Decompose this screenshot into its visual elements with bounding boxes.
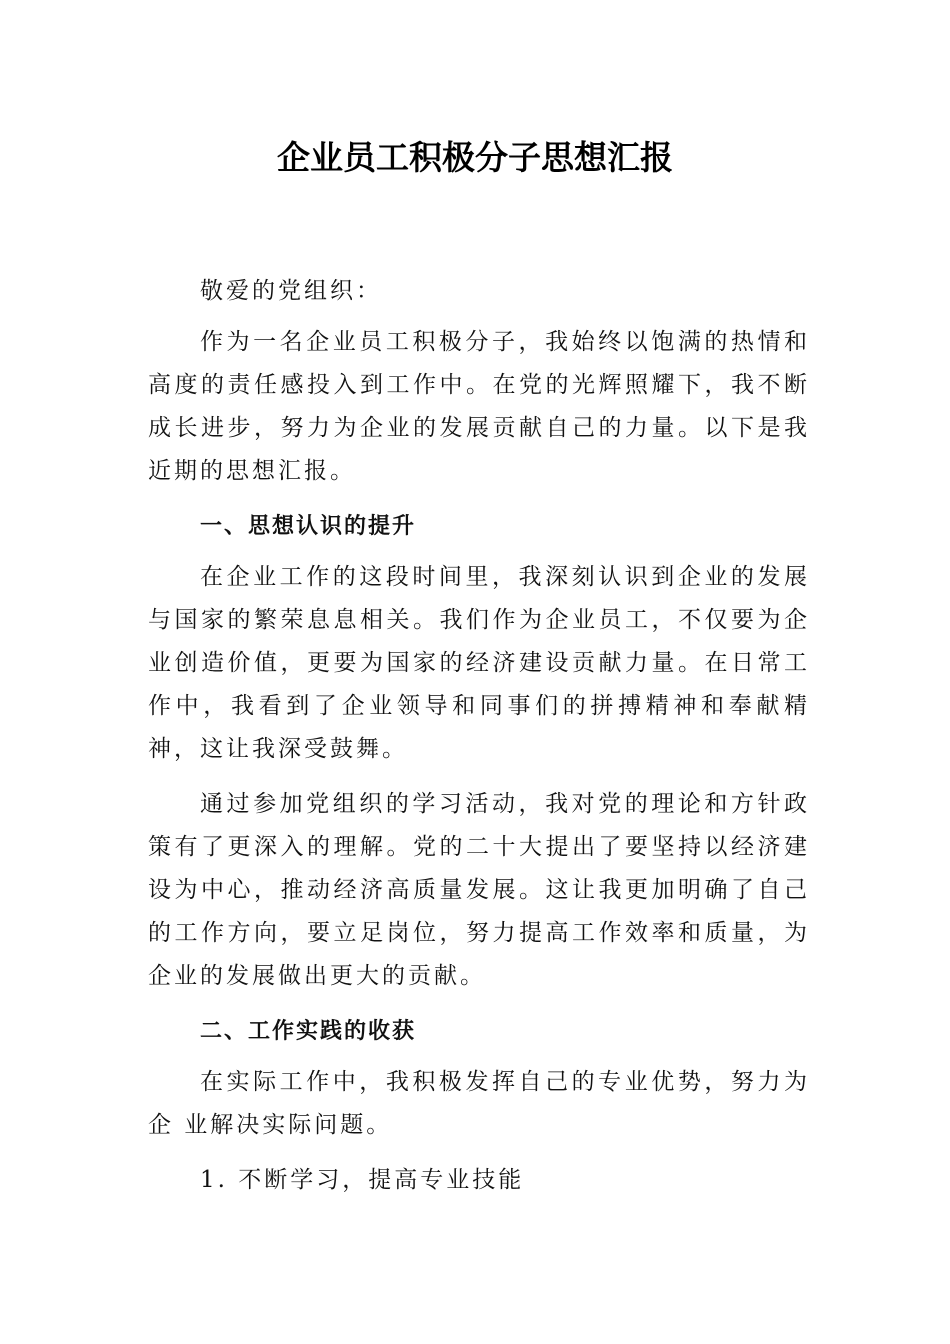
section1-paragraph-1: 在企业工作的这段时间里，我深刻认识到企业的发展与国家的繁荣息息相关。我们作为企业员工，不仅要为企业创造价值，更要为国家的经济建设贡献力量。在日常工作中，我看到了企业领导和同事们的拼搏精神和奉献精神，这让我深受鼓舞。 <box>148 564 810 762</box>
salutation: 敬爱的党组织： <box>200 278 382 304</box>
list-item-1: 1. 不断学习，提高专业技能 <box>200 1167 525 1193</box>
document-title: 企业员工积极分子思想汇报 <box>277 138 673 177</box>
intro-paragraph: 作为一名企业员工积极分子，我始终以饱满的热情和高度的责任感投入到工作中。在党的光辉照耀下，我不断成长进步，努力为企业的发展贡献自己的力量。以下是我近期的思想汇报。 <box>148 329 810 484</box>
section1-paragraph-2: 通过参加党组织的学习活动，我对党的理论和方针政策有了更深入的理解。党的二十大提出了要坚持以经济建设为中心，推动经济高质量发展。这让我更加明确了自己的工作方向，要立足岗位，努力提高工作效率和质量，为企业的发展做出更大的贡献。 <box>148 791 810 989</box>
section2-paragraph: 在实际工作中，我积极发挥自己的专业优势，努力为企 业解决实际问题。 <box>148 1069 810 1138</box>
section-heading-1: 一、思想认识的提升 <box>200 514 417 539</box>
section-heading-2: 二、工作实践的收获 <box>200 1019 417 1044</box>
document-body <box>148 270 810 1202</box>
